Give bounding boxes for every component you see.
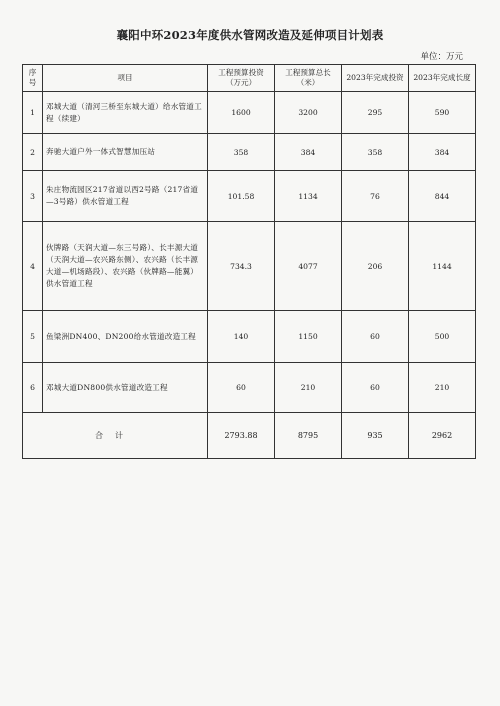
total-invest-2023: 935	[342, 413, 409, 459]
table-row	[23, 134, 476, 171]
total-label: 合计	[23, 413, 208, 459]
row-length-2023: 384	[409, 134, 476, 171]
row-invest-2023: 60	[342, 363, 409, 413]
row-budget-invest: 358	[208, 134, 275, 171]
row-item: 朱庄物流园区217省道以西2号路（217省道—3号路）供水管道工程	[43, 171, 208, 222]
row-budget-invest: 60	[208, 363, 275, 413]
row-seq: 2	[23, 134, 43, 171]
row-seq: 6	[23, 363, 43, 413]
row-seq: 4	[23, 222, 43, 311]
total-length-2023: 2962	[409, 413, 476, 459]
header-invest-2023: 2023年完成投资	[342, 65, 409, 92]
row-invest-2023: 60	[342, 311, 409, 363]
header-length-2023: 2023年完成长度	[409, 65, 476, 92]
row-seq: 3	[23, 171, 43, 222]
row-length-2023: 844	[409, 171, 476, 222]
row-budget-length: 4077	[275, 222, 342, 311]
header-seq: 序号	[23, 65, 43, 92]
row-budget-invest: 101.58	[208, 171, 275, 222]
unit-label: 单位：万元	[420, 52, 463, 62]
row-length-2023: 590	[409, 92, 476, 134]
table-row	[23, 311, 476, 363]
row-seq: 5	[23, 311, 43, 363]
total-budget-invest: 2793.88	[208, 413, 275, 459]
row-budget-length: 3200	[275, 92, 342, 134]
row-item: 鱼梁洲DN400、DN200给水管道改造工程	[43, 311, 208, 363]
row-budget-length: 384	[275, 134, 342, 171]
row-invest-2023: 76	[342, 171, 409, 222]
row-invest-2023: 295	[342, 92, 409, 134]
row-budget-length: 1150	[275, 311, 342, 363]
row-length-2023: 500	[409, 311, 476, 363]
table-row	[23, 222, 476, 311]
header-budget-length: 工程预算总长（米）	[275, 65, 342, 92]
header-row	[23, 65, 476, 92]
row-budget-invest: 734.3	[208, 222, 275, 311]
table-row	[23, 363, 476, 413]
header-item: 项目	[43, 65, 208, 92]
row-seq: 1	[23, 92, 43, 134]
row-budget-invest: 1600	[208, 92, 275, 134]
total-budget-length: 8795	[275, 413, 342, 459]
plan-table	[22, 64, 476, 459]
row-length-2023: 1144	[409, 222, 476, 311]
row-item: 邓城大道（清河三桥至东城大道）给水管道工程（续建）	[43, 92, 208, 134]
table-row	[23, 92, 476, 134]
page-title: 襄阳中环2023年度供水管网改造及延伸项目计划表	[116, 28, 384, 42]
row-item: 伙牌路（天润大道—东三号路）、长丰源大道（天润大道—农兴路东侧）、农兴路（长丰源大道—机场路段）、农兴路（伙牌路—能翼）供水管道工程	[43, 222, 208, 311]
row-budget-invest: 140	[208, 311, 275, 363]
row-budget-length: 1134	[275, 171, 342, 222]
row-length-2023: 210	[409, 363, 476, 413]
row-invest-2023: 358	[342, 134, 409, 171]
row-item: 奔驰大道户外一体式智慧加压站	[43, 134, 208, 171]
row-invest-2023: 206	[342, 222, 409, 311]
table-row	[23, 171, 476, 222]
header-budget-invest: 工程预算投资（万元）	[208, 65, 275, 92]
row-budget-length: 210	[275, 363, 342, 413]
total-row	[23, 413, 476, 459]
row-item: 邓城大道DN800供水管道改造工程	[43, 363, 208, 413]
